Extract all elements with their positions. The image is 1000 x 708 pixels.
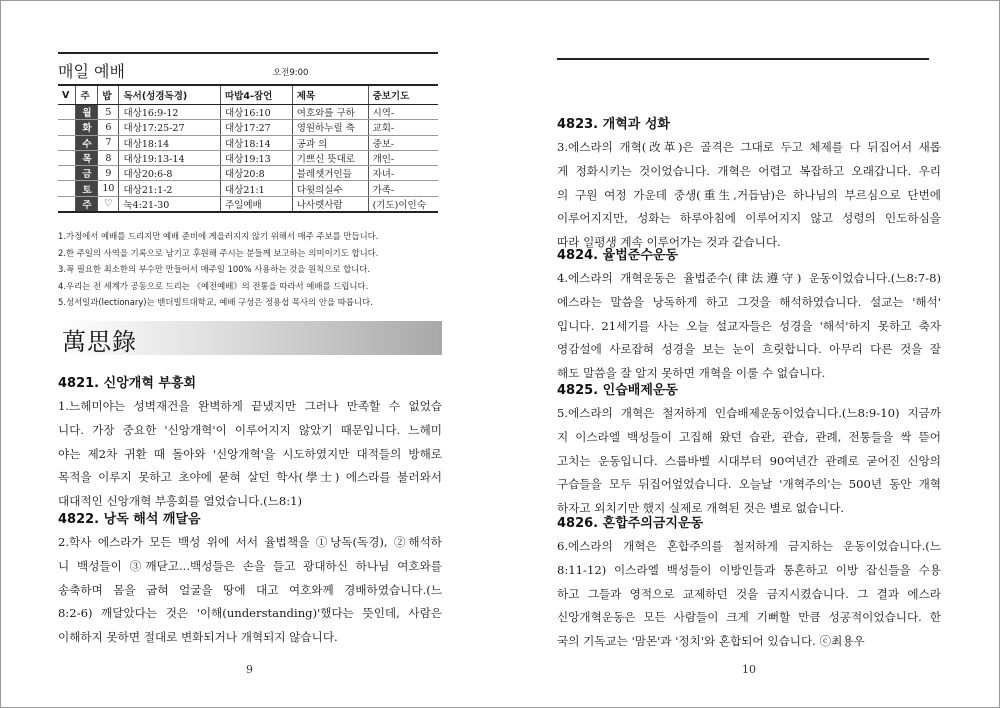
- article-title: 4824. 율법준수운동: [557, 248, 678, 263]
- subject-cell: 영원하누릴 축: [292, 120, 368, 135]
- daily-worship-section: [58, 52, 438, 213]
- article-body: [557, 136, 941, 255]
- day-cell: 화: [76, 120, 98, 135]
- article-line: 신앙개혁운동은 모든 사람들이 크게 기뻐할 만큼 성공적이었습니다. 한: [557, 610, 941, 625]
- table-header-row: [58, 85, 438, 105]
- proverb-cell: 대상20:8: [221, 166, 293, 181]
- note-line: 4.우리는 전 세계가 공동으로 드리는 《예전예배》의 전통을 따라서 예배를 드립니다.: [58, 280, 369, 291]
- article-line: 하고 그들과 영적으로 교제하던 것을 금지시켰습니다. 그 결과 에스라: [557, 586, 941, 601]
- num-cell: 10: [98, 181, 119, 196]
- article-4824: [557, 245, 941, 386]
- article-line: 송축하며 몸을 굽혀 얼굴을 땅에 대고 여호와께 경배하였습니다.(느: [58, 582, 442, 597]
- day-cell: 목: [76, 150, 98, 165]
- article-line: 영감설에 사로잡혀 성경을 보는 눈이 흐릿합니다. 아무리 다른 것을 잘: [557, 342, 941, 357]
- num-cell: 9: [98, 166, 119, 181]
- num-cell: 5: [98, 105, 119, 120]
- num-cell: ♡: [98, 196, 119, 212]
- article-line: 목적을 이루지 못하고 초야에 묻혀 살던 학사(學士) 에스라를 불러와서: [58, 470, 442, 485]
- proverb-cell: 대상18:14: [221, 135, 293, 150]
- reading-cell: 눅4:21-30: [119, 196, 221, 212]
- page-number-left: 9: [246, 663, 253, 676]
- note-line: 1.가정에서 예배를 드리지만 예배 준비에 게을러지지 않기 위해서 매주 주보를 만듭니다.: [58, 231, 379, 241]
- article-line: 3.에스라의 개혁(改革)은 골격은 그대로 두고 체제를 다 뒤집어서 새롭: [557, 140, 941, 154]
- prayer-cell: 중보-: [368, 135, 438, 150]
- article-line: 야는 제2차 귀환 때 돌아와 '신앙개혁'을 시도하였지만 대적들의 방해로: [58, 446, 442, 461]
- article-line: 의 구원 여정 가운데 중생(重生,거듭남)은 하나님의 부르심으로 단번에: [557, 187, 941, 202]
- col-header: V: [58, 85, 76, 105]
- reading-cell: 대상21:1-2: [119, 181, 221, 196]
- check-cell: [58, 166, 76, 181]
- check-cell: [58, 120, 76, 135]
- page-number-right: 10: [742, 663, 756, 676]
- table-row: [58, 166, 438, 181]
- table-row: [58, 181, 438, 196]
- article-line: 국의 기독교는 '맘몬'과 '정치'와 혼합되어 있습니다. ⓒ최용우: [557, 634, 865, 649]
- article-line: 이해하지 못하면 절대로 변화되거나 개혁되지 않습니다.: [58, 630, 338, 645]
- num-cell: 6: [98, 120, 119, 135]
- article-body: [58, 531, 442, 650]
- col-header: 제목: [292, 85, 368, 105]
- worship-header: [58, 52, 438, 82]
- prayer-cell: 시역-: [368, 105, 438, 120]
- col-header: 주: [76, 85, 98, 105]
- col-header: 밥: [98, 85, 119, 105]
- table-row: [58, 120, 438, 135]
- article-body: [557, 535, 941, 654]
- prayer-cell: 교회-: [368, 120, 438, 135]
- check-cell: [58, 135, 76, 150]
- prayer-cell: 개인-: [368, 150, 438, 165]
- article-title: 4822. 낭독 해석 깨달음: [58, 512, 201, 527]
- article-line: 구습들을 모두 뒤집어엎었습니다. 오늘날 '개혁주의'는 500년 동안 개혁: [557, 477, 941, 492]
- day-cell: 금: [76, 166, 98, 181]
- section-banner: [58, 321, 442, 355]
- reading-cell: 대상19:13-14: [119, 150, 221, 165]
- article-title: 4823. 개혁과 성화: [557, 117, 670, 132]
- note-line: 5.성서일과(lectionary)는 밴더빌트대학교, 예배 구성은 정용섭 목사의 안을 따릅니다.: [58, 297, 373, 308]
- article-line: 해도 말씀을 잘 알지 못하면 개혁을 이룰 수 없습니다.: [557, 366, 826, 381]
- article-title: 4825. 인습배제운동: [557, 383, 678, 398]
- top-rule: [557, 58, 929, 60]
- article-line: 게 정화시키는 것이었습니다. 개혁은 어렵고 복잡하고 오래갑니다. 우리: [557, 163, 941, 178]
- table-row: [58, 135, 438, 150]
- article-4825: [557, 380, 941, 521]
- article-line: 지 이스라엘 백성들이 고집해 왔던 습관, 관습, 관례, 전통들을 싹 뜯어: [557, 429, 941, 444]
- note-line: 3.꼭 필요한 최소한의 부수만 만들어서 매주일 100% 사용하는 것을 원칙으로 합니다.: [58, 264, 371, 275]
- check-cell: [58, 150, 76, 165]
- article-4821: [58, 373, 442, 514]
- article-line: 고치는 운동입니다. 스룹바벨 시대부터 90여년간 관례로 굳어진 신앙의: [557, 453, 941, 468]
- worship-time: 오전9:00: [272, 68, 309, 78]
- article-body: [58, 395, 442, 514]
- subject-cell: 나사렛사람: [292, 196, 368, 212]
- col-header: 중보기도: [368, 85, 438, 105]
- day-cell: 월: [76, 105, 98, 120]
- article-4822: [58, 509, 442, 650]
- article-line: 2.학사 에스라가 모든 백성 위에 서서 율법책을 ①낭독(독경), ②해석하: [58, 535, 442, 549]
- subject-cell: 블레셋거인들: [292, 166, 368, 181]
- subject-cell: 다윗의실수: [292, 181, 368, 196]
- subject-cell: 기쁘신 뜻대로: [292, 150, 368, 165]
- proverb-cell: 대상21:1: [221, 181, 293, 196]
- prayer-cell: 자녀-: [368, 166, 438, 181]
- article-line: 하자고 외치기만 했지 실제로 개혁된 것은 별로 없습니다.: [557, 501, 845, 516]
- worship-schedule-table: [58, 84, 438, 213]
- article-line: 따라 일평생 계속 이루어가는 것과 같습니다.: [557, 235, 781, 250]
- article-line: 니 백성들이 ③깨닫고...백성들은 손을 들고 광대하신 하나님 여호와를: [58, 558, 442, 573]
- proverb-cell: 대상17:27: [221, 120, 293, 135]
- article-line: 6.에스라의 개혁은 혼합주의를 철저하게 금지하는 운동이었습니다.(느: [557, 539, 941, 553]
- check-cell: [58, 105, 76, 120]
- day-cell: 수: [76, 135, 98, 150]
- article-line: 1.느헤미야는 성벽재건을 완벽하게 끝냈지만 그러나 만족할 수 없었습: [58, 399, 442, 413]
- check-cell: [58, 181, 76, 196]
- article-line: 입니다. 21세기를 사는 오늘 설교자들은 성경을 '해석'하지 못하고 축자: [557, 318, 941, 333]
- worship-notes: [58, 228, 442, 311]
- check-cell: [58, 196, 76, 212]
- note-line: 2.한 주일의 사역을 기록으로 남기고 후원해 주시는 분들께 보고하는 의미이기도 합니다.: [58, 247, 379, 258]
- article-line: 대대적인 신앙개혁 부흥회를 열었습니다.(느8:1): [58, 494, 303, 509]
- article-4823: [557, 114, 941, 255]
- table-row: [58, 196, 438, 212]
- article-title: 4826. 혼합주의금지운동: [557, 516, 704, 531]
- article-line: 니다. 가장 중요한 '신앙개혁'이 이루어지지 않았기 때문입니다. 느헤미: [58, 422, 442, 437]
- article-body: [557, 402, 941, 521]
- num-cell: 7: [98, 135, 119, 150]
- proverb-cell: 대상19:13: [221, 150, 293, 165]
- table-row: [58, 150, 438, 165]
- proverb-cell: 주일예배: [221, 196, 293, 212]
- reading-cell: 대상18:14: [119, 135, 221, 150]
- worship-title: 매일 예배: [58, 62, 125, 81]
- prayer-cell: 가족-: [368, 181, 438, 196]
- reading-cell: 대상16:9-12: [119, 105, 221, 120]
- subject-cell: 공과 의: [292, 135, 368, 150]
- col-header: 독서(성경독경): [119, 85, 221, 105]
- col-header: 따밥4-잠언: [221, 85, 293, 105]
- article-line: 8:2-6) 깨달았다는 것은 '이해(understanding)'했다는 뜻인데, 사람은: [58, 606, 442, 621]
- table-row: [58, 105, 438, 120]
- reading-cell: 대상17:25-27: [119, 120, 221, 135]
- day-cell: 토: [76, 181, 98, 196]
- article-line: 이루어지지만, 성화는 하루아침에 이루어지지 않고 성령의 인도하심을: [557, 211, 941, 226]
- num-cell: 8: [98, 150, 119, 165]
- article-title: 4821. 신앙개혁 부흥회: [58, 376, 197, 391]
- banner-title: 萬思錄: [62, 328, 137, 356]
- article-line: 에스라는 말씀을 낭독하게 하고 그것을 해석하였습니다. 설교는 '해석': [557, 294, 941, 309]
- prayer-cell: (기도)이인숙: [368, 196, 438, 212]
- article-line: 5.에스라의 개혁은 철저하게 인습배제운동이었습니다.(느8:9-10) 지금까: [557, 406, 941, 420]
- proverb-cell: 대상16:10: [221, 105, 293, 120]
- article-body: [557, 267, 941, 386]
- article-line: 8:11-12) 이스라엘 백성들이 이방인들과 통혼하고 이방 잡신들을 수용: [557, 562, 941, 577]
- article-4826: [557, 513, 941, 654]
- subject-cell: 여호와를 구하: [292, 105, 368, 120]
- reading-cell: 대상20:6-8: [119, 166, 221, 181]
- article-line: 4.에스라의 개혁운동은 율법준수(律法遵守) 운동이었습니다.(느8:7-8): [557, 271, 941, 285]
- day-cell: 주: [76, 196, 98, 212]
